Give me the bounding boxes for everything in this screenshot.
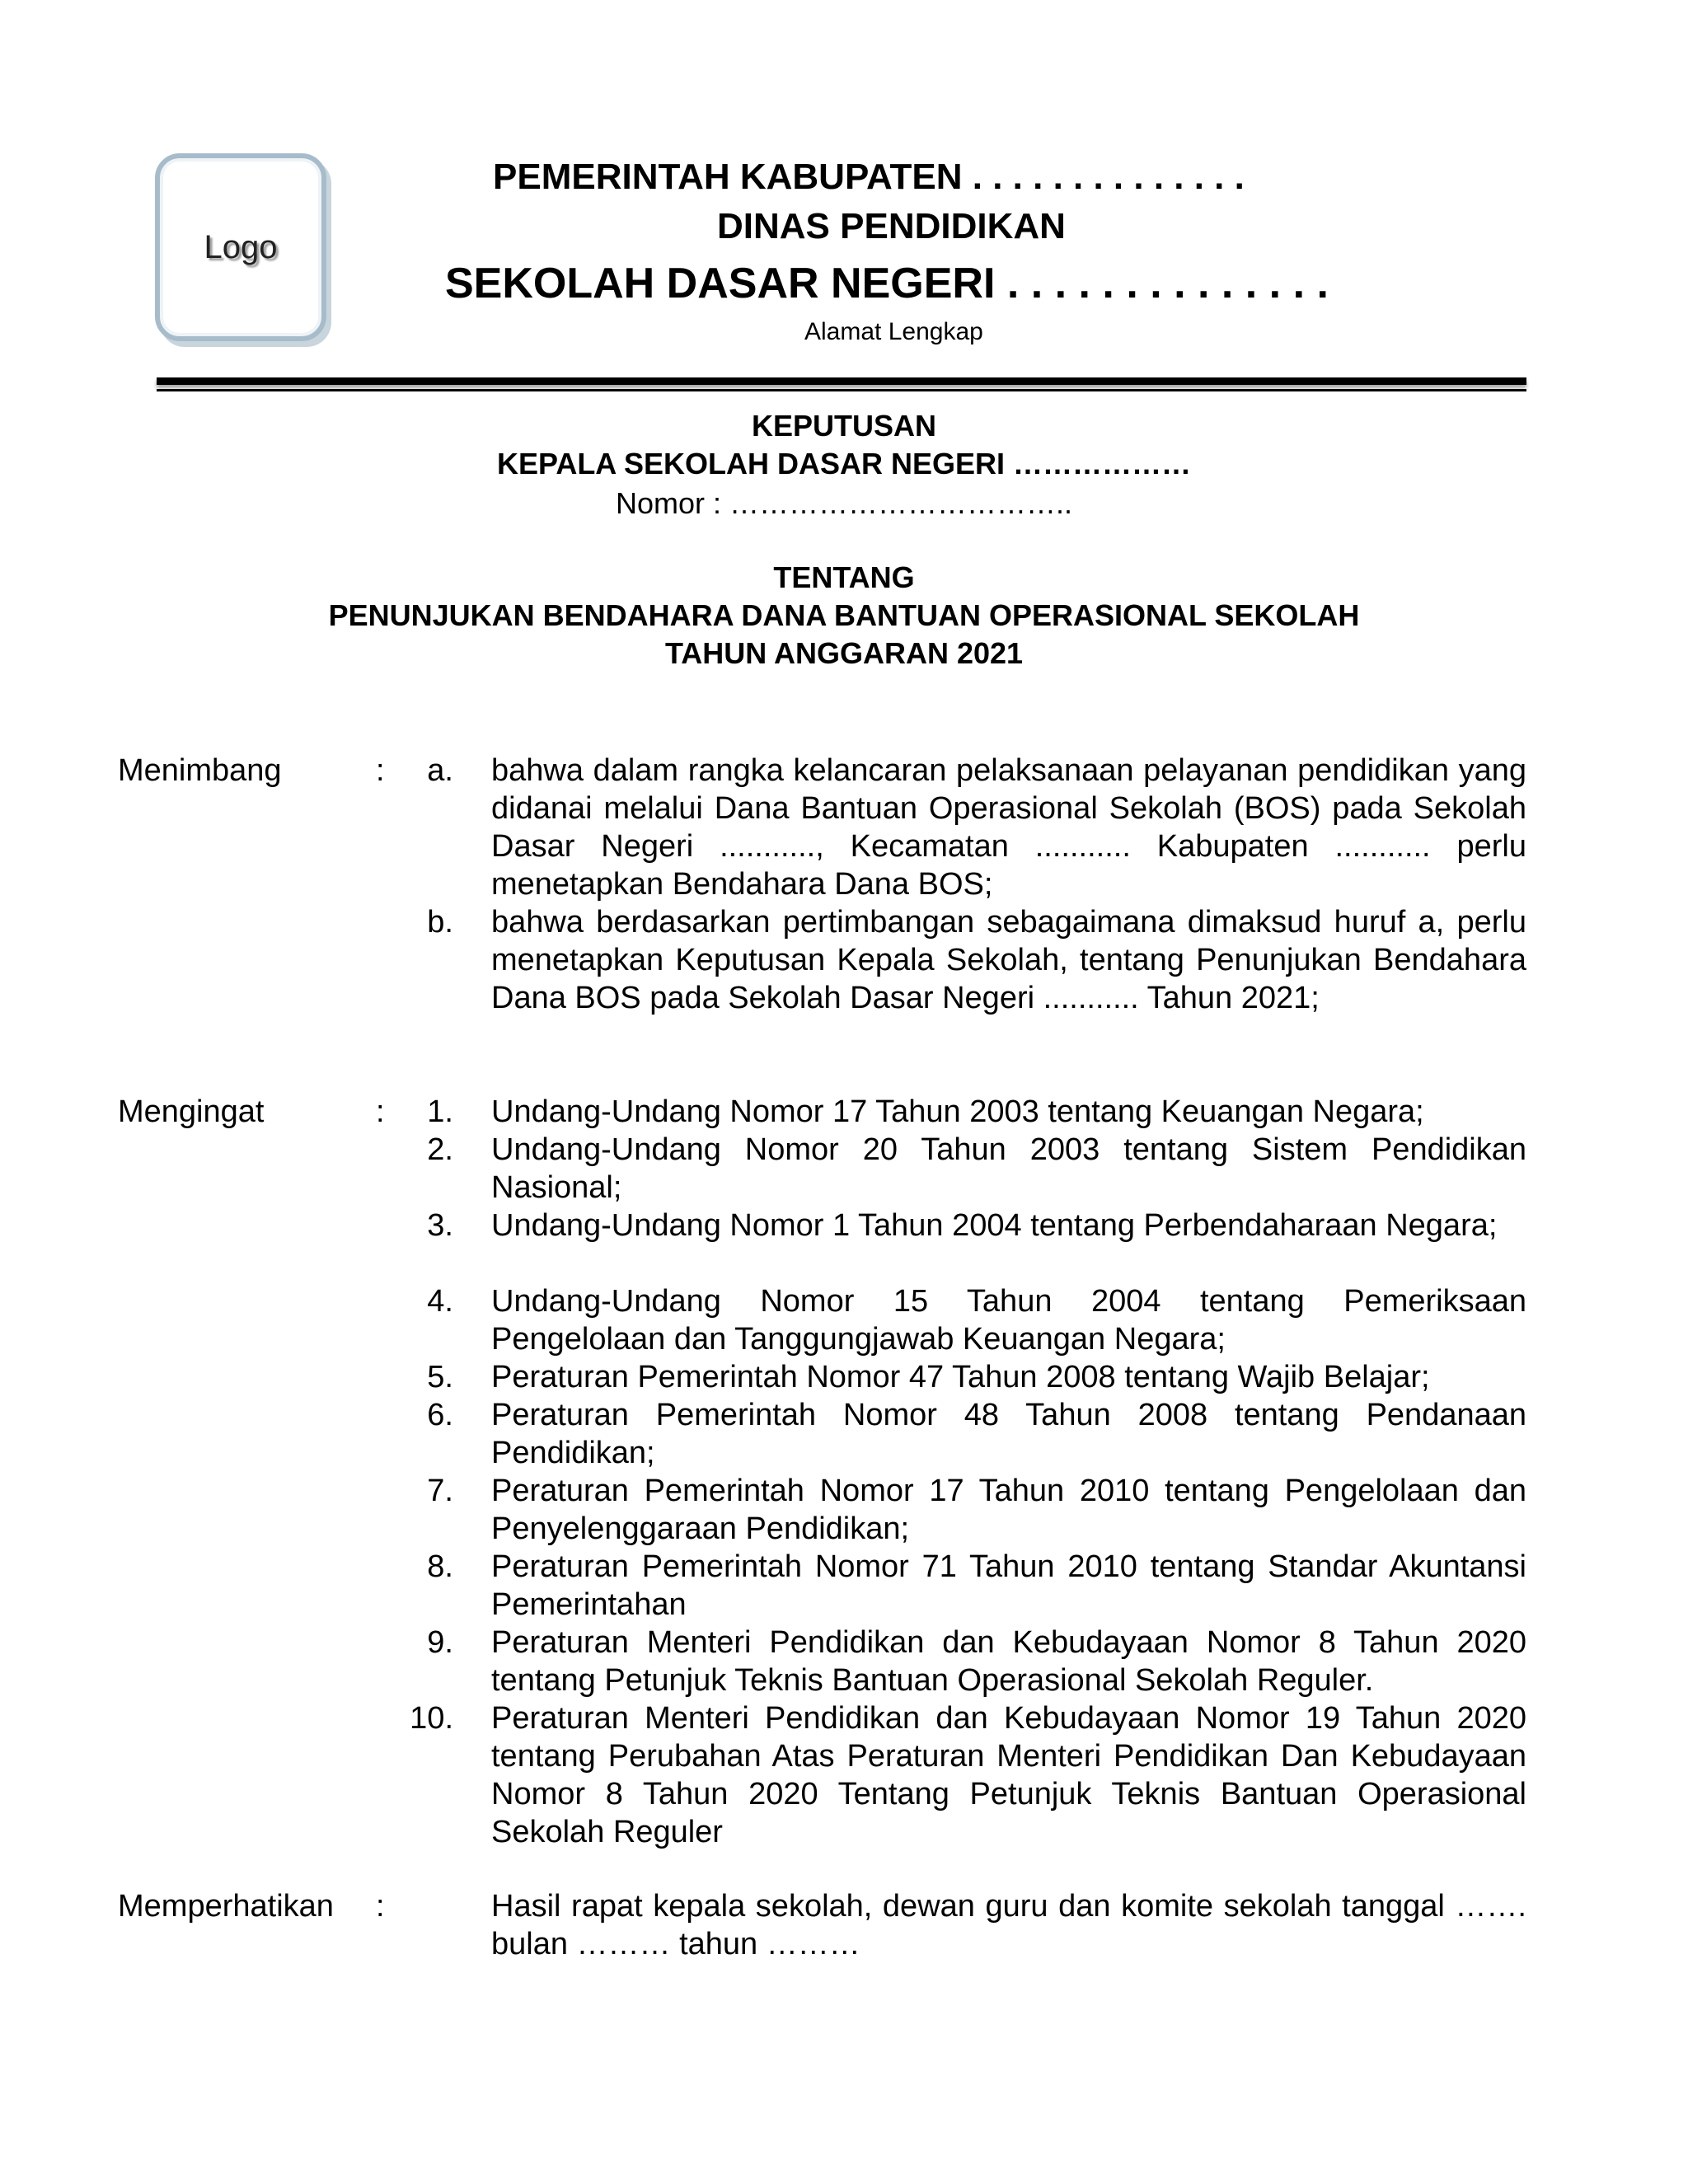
item-text: Hasil rapat kepala sekolah, dewan guru dan komite sekolah tanggal ……. bulan ……… tahun ………	[491, 1889, 1526, 1961]
item-text: Peraturan Menteri Pendidikan dan Kebudayaan Nomor 19 Tahun 2020 tentang Perubahan Atas Peraturan Menteri Pendidikan Dan Kebudayaan Nomor 8 Tahun 2020 Tentang Petunjuk Teknis Bantuan Operasional Sekolah Reguler	[491, 1701, 1526, 1849]
letterhead-government: PEMERINTAH KABUPATEN . . . . . . . . . . . . . .	[493, 157, 1245, 197]
letterhead-department: DINAS PENDIDIKAN	[717, 206, 1066, 246]
item-text: Peraturan Pemerintah Nomor 47 Tahun 2008 tentang Wajib Belajar;	[491, 1360, 1430, 1394]
item-marker: 7.	[427, 1474, 453, 1508]
letterhead-address: Alamat Lengkap	[804, 318, 983, 345]
decree-title: KEPUTUSAN	[751, 409, 936, 443]
section-label-menimbang: Menimbang	[118, 753, 282, 788]
item-marker: 6.	[427, 1398, 453, 1432]
item-marker: 10.	[410, 1701, 453, 1736]
section-label-memperhatikan: Memperhatikan	[118, 1889, 334, 1924]
item-marker: 5.	[427, 1360, 453, 1394]
item-marker: 8.	[427, 1549, 453, 1584]
about-heading: TENTANG	[773, 560, 915, 594]
item-text: Undang-Undang Nomor 1 Tahun 2004 tentang Perbendaharaan Negara;	[491, 1208, 1498, 1243]
item-text: bahwa berdasarkan pertimbangan sebagaimana dimaksud huruf a, perlu menetapkan Keputusan Kepala Sekolah, tentang Penunjukan Bendahara Dana BOS pada Sekolah Dasar Negeri ........... Tahun 2021;	[491, 905, 1526, 1015]
subject-line-2: TAHUN ANGGARAN 2021	[664, 636, 1024, 670]
item-text: Undang-Undang Nomor 20 Tahun 2003 tentang Sistem Pendidikan Nasional;	[491, 1132, 1526, 1205]
item-marker: 9.	[427, 1625, 453, 1660]
item-marker: 4.	[427, 1284, 453, 1319]
item-marker: 3.	[427, 1208, 453, 1243]
letterhead-divider-thick	[157, 377, 1526, 385]
subject-line-1: PENUNJUKAN BENDAHARA DANA BANTUAN OPERASIONAL SEKOLAH	[328, 598, 1360, 632]
letterhead-divider-thin	[157, 389, 1526, 391]
item-marker: 2.	[427, 1132, 453, 1167]
logo-text: Logo	[204, 228, 278, 265]
item-text: Undang-Undang Nomor 17 Tahun 2003 tentang Keuangan Negara;	[491, 1094, 1424, 1129]
decree-number: Nomor : ……………………………..	[615, 486, 1073, 520]
item-text: Peraturan Pemerintah Nomor 71 Tahun 2010 tentang Standar Akuntansi Pemerintahan	[491, 1549, 1526, 1622]
section-label-mengingat: Mengingat	[118, 1094, 265, 1129]
section-colon: :	[376, 1889, 385, 1924]
item-text: Peraturan Pemerintah Nomor 17 Tahun 2010 tentang Pengelolaan dan Penyelenggaraan Pendidikan;	[491, 1474, 1526, 1546]
item-marker: a.	[427, 753, 453, 788]
item-text: Peraturan Menteri Pendidikan dan Kebudayaan Nomor 8 Tahun 2020 tentang Petunjuk Teknis Bantuan Operasional Sekolah Reguler.	[491, 1625, 1526, 1698]
letterhead-school: SEKOLAH DASAR NEGERI . . . . . . . . . . . . . .	[445, 260, 1329, 307]
decree-issuer: KEPALA SEKOLAH DASAR NEGERI ………………	[496, 447, 1192, 480]
section-colon: :	[376, 1094, 385, 1129]
item-marker: b.	[427, 905, 453, 940]
item-text: Undang-Undang Nomor 15 Tahun 2004 tentang Pemeriksaan Pengelolaan dan Tanggungjawab Keuangan Negara;	[491, 1284, 1526, 1357]
item-text: bahwa dalam rangka kelancaran pelaksanaan pelayanan pendidikan yang didanai melalui Dana Bantuan Operasional Sekolah (BOS) pada Sekolah Dasar Negeri ..........., Kecamatan ........... Kabupaten ........... perlu menetapkan Bendahara Dana BOS;	[491, 753, 1526, 902]
item-marker: 1.	[427, 1094, 453, 1129]
logo-placeholder	[155, 153, 326, 341]
item-text: Peraturan Pemerintah Nomor 48 Tahun 2008 tentang Pendanaan Pendidikan;	[491, 1398, 1526, 1470]
section-colon: :	[376, 753, 385, 788]
